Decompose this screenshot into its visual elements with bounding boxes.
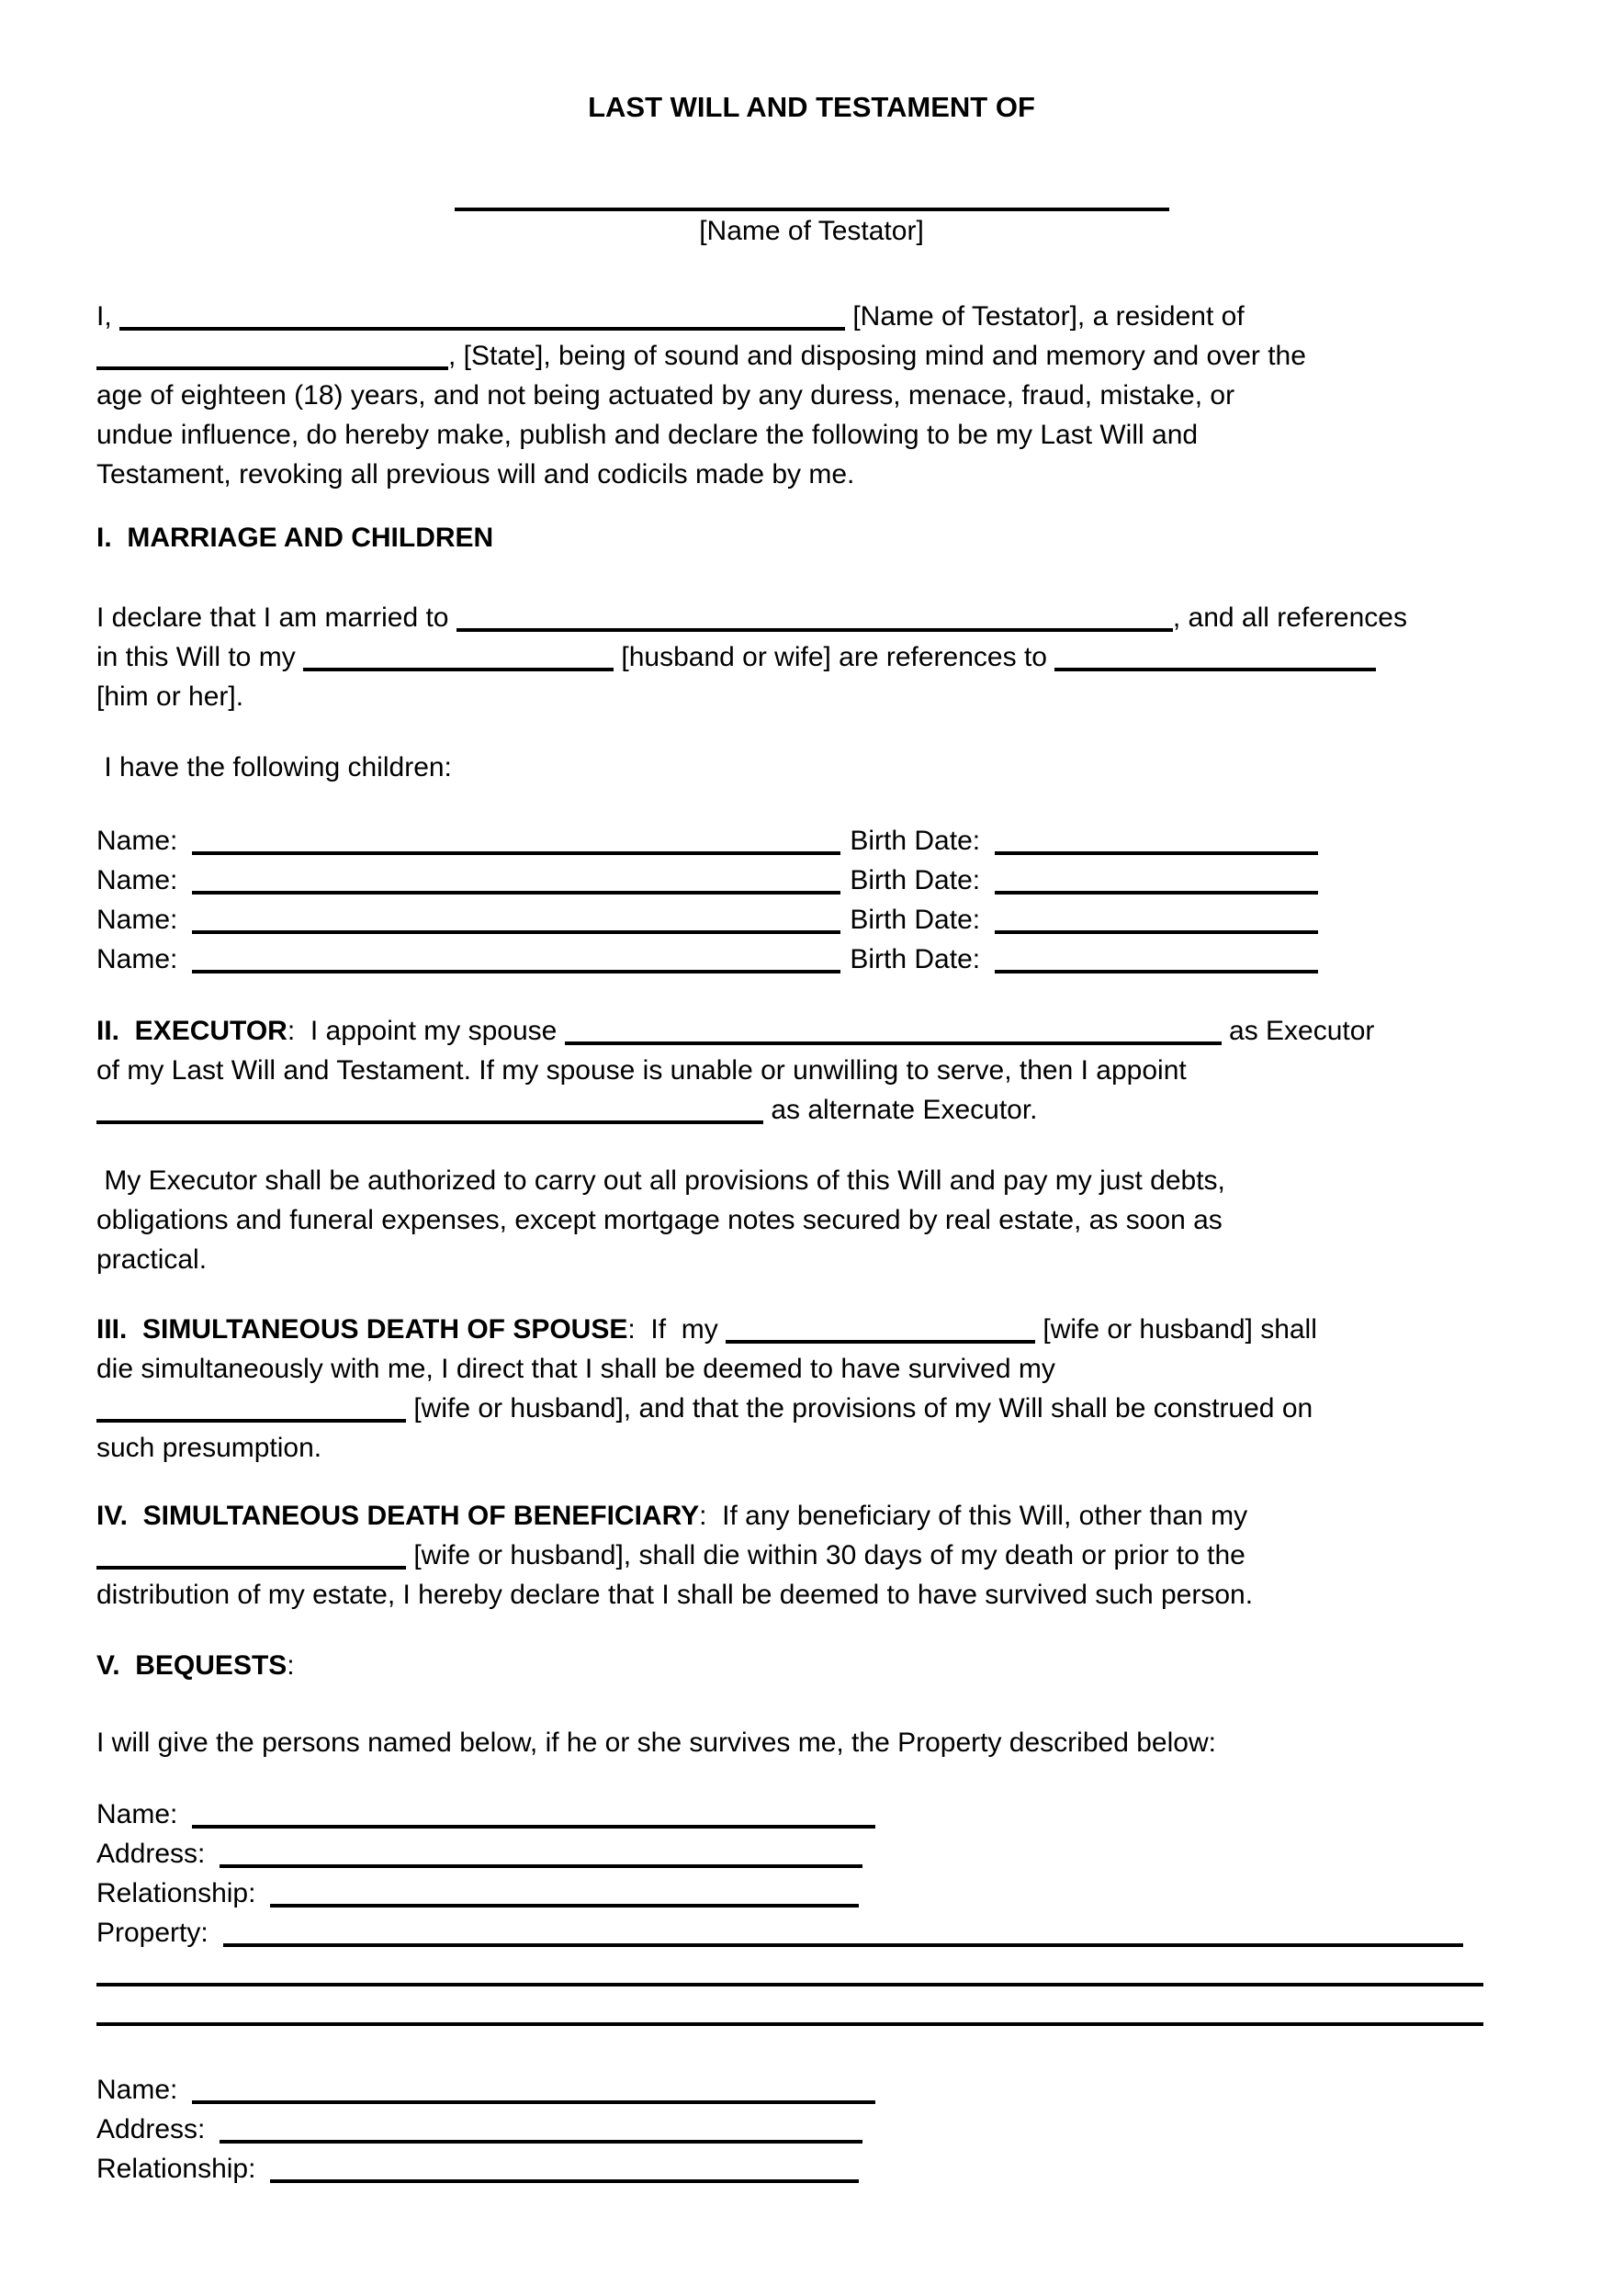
marriage-paragraph: I declare that I am married to , and all references in this Will to my [husband or wife] are references to [him or her]. [96, 602, 1407, 712]
child-birth-label: Birth Date: [850, 905, 981, 935]
relationship-label: Relationship: [96, 2154, 256, 2184]
child-birthdate-field-1[interactable] [995, 851, 1318, 855]
child-row [96, 821, 1527, 861]
child-name-label: Name: [96, 865, 178, 895]
children-intro: I have the following children: [96, 752, 452, 782]
beneficiary-block-2 [96, 2070, 1527, 2189]
section3-heading: III. SIMULTANEOUS DEATH OF SPOUSE [96, 1314, 628, 1345]
simultaneous-death-spouse-paragraph: III. SIMULTANEOUS DEATH OF SPOUSE: If my [wife or husband] shall die simultaneously with me, I direct that I shall be deemed to have survived my [wife or husband], and that the provisions of my Will shall be construed on such presumption. [96, 1314, 1317, 1463]
child-birthdate-field-3[interactable] [995, 930, 1318, 934]
spouse-title-field[interactable] [303, 668, 614, 671]
beneficiary-block-1 [96, 1795, 1527, 2032]
children-list [96, 821, 1527, 979]
child-name-field-3[interactable] [192, 930, 840, 934]
child-name-field-2[interactable] [192, 891, 840, 895]
intro-text: , [State], being of sound and disposing mind and memory and over the [448, 341, 1306, 371]
beneficiary1-property-field[interactable] [223, 1943, 1463, 1947]
bequests-heading: V. BEQUESTS: [96, 1650, 295, 1681]
section4-heading: IV. SIMULTANEOUS DEATH OF BENEFICIARY [96, 1501, 700, 1531]
child-birthdate-field-4[interactable] [995, 970, 1318, 974]
beneficiary1-relationship-field[interactable] [270, 1904, 859, 1908]
testator-caption: [Name of Testator] [699, 216, 924, 246]
intro-text: age of eighteen (18) years, and not being actuated by any duress, menace, fraud, mistake, or [96, 380, 1235, 411]
child-name-label: Name: [96, 826, 178, 856]
spouse-reference-field[interactable] [1054, 668, 1376, 671]
state-field[interactable] [96, 366, 448, 370]
section1-heading: I. MARRIAGE AND CHILDREN [96, 523, 494, 553]
child-birth-label: Birth Date: [850, 826, 981, 856]
section2-heading: II. EXECUTOR [96, 1016, 287, 1046]
intro-text: I, [96, 301, 120, 332]
intro-text: Testament, revoking all previous will and codicils made by me. [96, 459, 855, 490]
address-label: Address: [96, 1839, 206, 1869]
spouse-title-field-3[interactable] [96, 1419, 406, 1423]
beneficiary2-relationship-field[interactable] [270, 2179, 859, 2183]
executor-spouse-field[interactable] [565, 1041, 1222, 1045]
alternate-executor-field[interactable] [96, 1120, 763, 1124]
spouse-name-field[interactable] [456, 628, 1173, 632]
spouse-title-field-4[interactable] [96, 1566, 406, 1570]
document-title: LAST WILL AND TESTAMENT OF [588, 91, 1035, 123]
spouse-title-field-2[interactable] [726, 1340, 1035, 1344]
name-label: Name: [96, 2075, 178, 2105]
simultaneous-death-beneficiary-paragraph: IV. SIMULTANEOUS DEATH OF BENEFICIARY: If any beneficiary of this Will, other than my [wife or husband], shall die within 30 days of my death or prior to the distribution of my estate, I hereby declare that I shall be deemed to have survived such person. [96, 1501, 1254, 1610]
child-row [96, 940, 1527, 979]
property-label: Property: [96, 1918, 209, 1948]
intro-paragraph [96, 297, 1527, 494]
beneficiary2-name-field[interactable] [192, 2100, 875, 2104]
executor-paragraph: II. EXECUTOR: I appoint my spouse as Executor of my Last Will and Testament. If my spouse is unable or unwilling to serve, then I appoint as alternate Executor. [96, 1016, 1375, 1125]
child-birthdate-field-2[interactable] [995, 891, 1318, 895]
name-label: Name: [96, 1799, 178, 1829]
child-name-field-4[interactable] [192, 970, 840, 974]
beneficiary1-name-field[interactable] [192, 1825, 875, 1829]
executor-powers-paragraph: My Executor shall be authorized to carry out all provisions of this Will and pay my just debts, obligations and funeral expenses, except mortgage notes secured by real estate, as soon as practical. [96, 1165, 1225, 1275]
child-row [96, 861, 1527, 900]
child-row [96, 900, 1527, 940]
child-birth-label: Birth Date: [850, 944, 981, 974]
intro-text: [Name of Testator], a resident of [845, 301, 1245, 332]
beneficiary1-address-field[interactable] [220, 1864, 862, 1868]
intro-text: undue influence, do hereby make, publish and declare the following to be my Last Will and [96, 420, 1199, 450]
child-name-label: Name: [96, 944, 178, 974]
testator-name-field[interactable] [119, 327, 845, 331]
bequests-intro: I will give the persons named below, if he or she survives me, the Property described below: [96, 1728, 1216, 1758]
child-birth-label: Birth Date: [850, 865, 981, 895]
child-name-label: Name: [96, 905, 178, 935]
property-continuation-line-1[interactable] [96, 1983, 1483, 1986]
address-label: Address: [96, 2114, 206, 2144]
relationship-label: Relationship: [96, 1878, 256, 1908]
property-continuation-line-2[interactable] [96, 2022, 1483, 2026]
beneficiary2-address-field[interactable] [220, 2140, 862, 2144]
child-name-field-1[interactable] [192, 851, 840, 855]
